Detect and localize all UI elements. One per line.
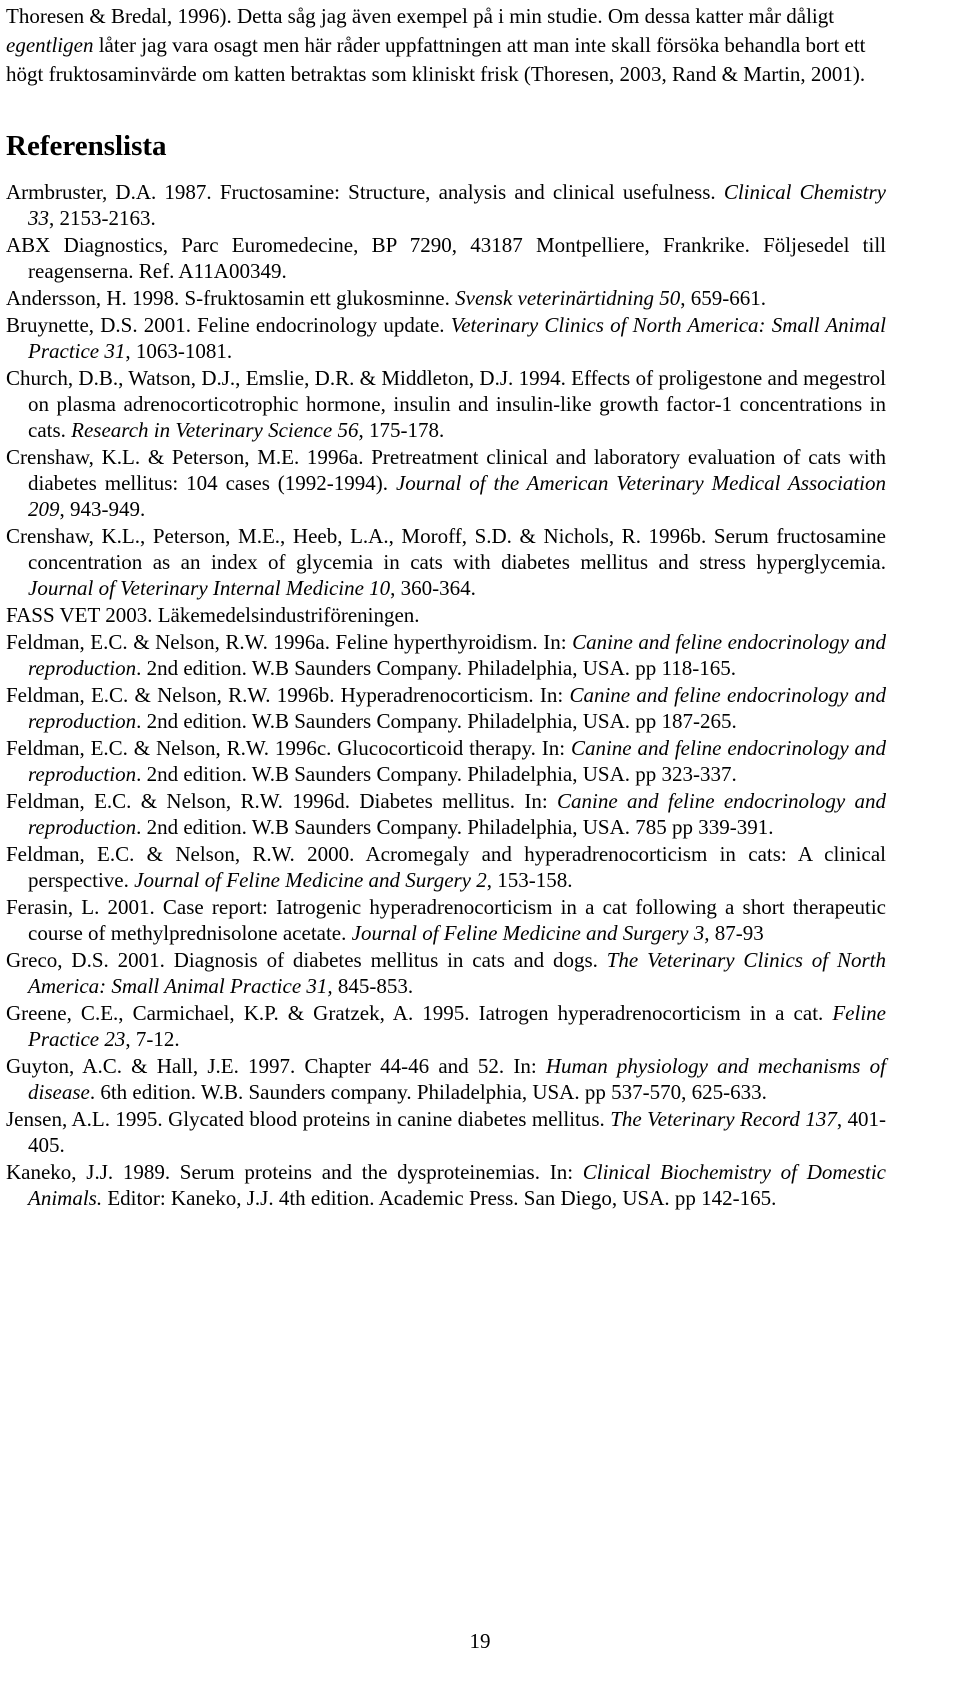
reference-item: Feldman, E.C. & Nelson, R.W. 1996d. Diabetes mellitus. In: Canine and feline endocrinology and reproduction. 2nd edition. W.B Saunders Company. Philadelphia, USA. 785 pp 339-391. [6, 789, 886, 839]
reference-item: Crenshaw, K.L. & Peterson, M.E. 1996a. Pretreatment clinical and laboratory evaluation of cats with diabetes mellitus: 104 cases (1992-1994). Journal of the American Veterinary Medical Association 209, 943-949. [6, 445, 886, 521]
reference-item: Bruynette, D.S. 2001. Feline endocrinology update. Veterinary Clinics of North America: Small Animal Practice 31, 1063-1081. [6, 313, 886, 363]
reference-item: Andersson, H. 1998. S-fruktosamin ett glukosminne. Svensk veterinärtidning 50, 659-661. [6, 286, 767, 310]
document-page [6, 0, 886, 1212]
intro-text-before: Thoresen & Bredal, 1996). Detta såg jag även exempel på i min studie. Om dessa katter mår dåligt [6, 4, 835, 28]
reference-item: Feldman, E.C. & Nelson, R.W. 1996c. Glucocorticoid therapy. In: Canine and feline endocrinology and reproduction. 2nd edition. W.B Saunders Company. Philadelphia, USA. pp 323-337. [6, 736, 886, 786]
reference-list [6, 179, 886, 1211]
reference-item: Feldman, E.C. & Nelson, R.W. 1996a. Feline hyperthyroidism. In: Canine and feline endocrinology and reproduction. 2nd edition. W.B Saunders Company. Philadelphia, USA. pp 118-165. [6, 630, 886, 680]
reference-item: Church, D.B., Watson, D.J., Emslie, D.R. & Middleton, D.J. 1994. Effects of proligestone and megestrol on plasma adrenocorticotrophic hormone, insulin and insulin-like growth factor-1 concentrations in cats. Research in Veterinary Science 56, 175-178. [6, 366, 886, 442]
intro-emphasis: egentligen [6, 33, 94, 57]
intro-paragraph [6, 0, 886, 89]
reference-item: Guyton, A.C. & Hall, J.E. 1997. Chapter 44-46 and 52. In: Human physiology and mechanisms of disease. 6th edition. W.B. Saunders company. Philadelphia, USA. pp 537-570, 625-633. [6, 1054, 886, 1104]
intro-text-after: låter jag vara osagt men här råder uppfattningen att man inte skall försöka behandla bort ett högt fruktosaminvärde om katten betraktas som kliniskt frisk (Thoresen, 2003, Rand & Martin, 2001). [6, 33, 866, 86]
reference-item: FASS VET 2003. Läkemedelsindustriföreningen. [6, 603, 420, 627]
page-number: 19 [469, 1629, 491, 1653]
reference-item: Armbruster, D.A. 1987. Fructosamine: Structure, analysis and clinical usefulness. Clinical Chemistry 33, 2153-2163. [6, 180, 886, 230]
reference-item: Greco, D.S. 2001. Diagnosis of diabetes mellitus in cats and dogs. The Veterinary Clinics of North America: Small Animal Practice 31, 845-853. [6, 948, 886, 998]
reference-item: Ferasin, L. 2001. Case report: Iatrogenic hyperadrenocorticism in a cat following a short therapeutic course of methylprednisolone acetate. Journal of Feline Medicine and Surgery 3, 87-93 [6, 895, 886, 945]
reference-item: Feldman, E.C. & Nelson, R.W. 1996b. Hyperadrenocorticism. In: Canine and feline endocrinology and reproduction. 2nd edition. W.B Saunders Company. Philadelphia, USA. pp 187-265. [6, 683, 886, 733]
reference-item: ABX Diagnostics, Parc Euromedecine, BP 7290, 43187 Montpelliere, Frankrike. Följesedel till reagenserna. Ref. A11A00349. [6, 233, 886, 283]
reference-item: Greene, C.E., Carmichael, K.P. & Gratzek, A. 1995. Iatrogen hyperadrenocorticism in a cat. Feline Practice 23, 7-12. [6, 1001, 886, 1051]
section-heading: Referenslista [6, 130, 167, 162]
reference-item: Jensen, A.L. 1995. Glycated blood proteins in canine diabetes mellitus. The Veterinary Record 137, 401-405. [6, 1107, 886, 1157]
reference-item: Crenshaw, K.L., Peterson, M.E., Heeb, L.A., Moroff, S.D. & Nichols, R. 1996b. Serum fructosamine concentration as an index of glycemia in cats with diabetes mellitus and stress hyperglycemia. Journal of Veterinary Internal Medicine 10, 360-364. [6, 524, 886, 600]
reference-item: Feldman, E.C. & Nelson, R.W. 2000. Acromegaly and hyperadrenocorticism in cats: A clinical perspective. Journal of Feline Medicine and Surgery 2, 153-158. [6, 842, 886, 892]
reference-item: Kaneko, J.J. 1989. Serum proteins and the dysproteinemias. In: Clinical Biochemistry of Domestic Animals. Editor: Kaneko, J.J. 4th edition. Academic Press. San Diego, USA. pp 142-165. [6, 1160, 887, 1210]
